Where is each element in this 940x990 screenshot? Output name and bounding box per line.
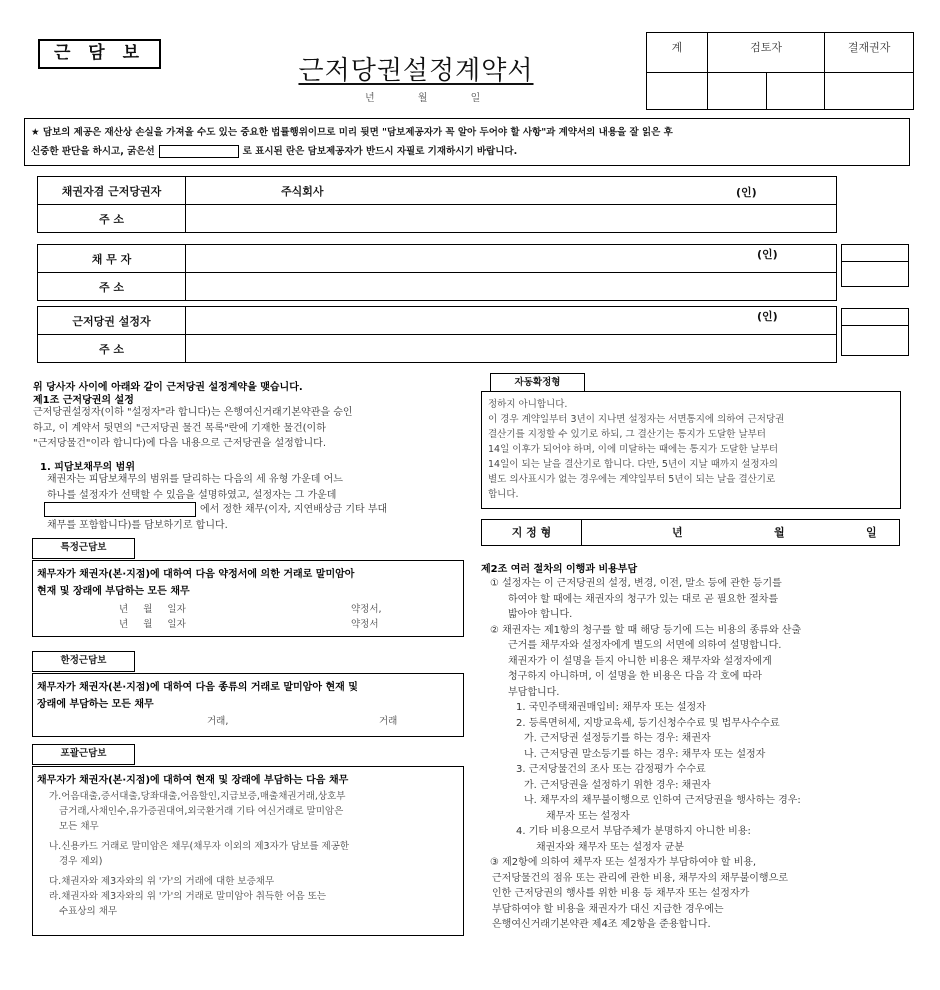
specific-date-1: 년 월 일자 [119, 604, 186, 615]
creditor-seal: (인) [736, 186, 757, 199]
document-date: 년 월 일 [365, 93, 501, 104]
auto-line: 이 경우 계약일부터 3년이 지나면 설정자는 서면통지에 의하여 근저당권 [488, 414, 785, 425]
creditor-address-label: 주 소 [38, 205, 186, 233]
debtor-address-field[interactable] [186, 273, 837, 301]
comprehensive-tab[interactable]: 포괄근담보 [32, 744, 135, 765]
article-2-line: 청구하지 아니하며, 이 설명을 한 비용은 다음 각 호에 따라 [508, 671, 762, 682]
comprehensive-item: 나.신용카드 거래로 말미암은 채무(채무자 이외의 제3자가 담보를 제공한 [49, 841, 350, 852]
debtor-address-label: 주 소 [38, 273, 186, 301]
auto-line: 14일 이후가 되어야 하며, 이에 미달하는 때에는 통지가 도달한 날부터 [488, 444, 779, 455]
limited-panel [32, 673, 464, 737]
intro-line: 위 당사자 사이에 아래와 같이 근저당권 설정계약을 맺습니다. [33, 382, 303, 393]
comprehensive-item: 금거래,사채인수,유가증권대여,외국환거래 기타 여신거래로 말미암은 [59, 806, 344, 817]
comprehensive-item: 수표상의 채무 [59, 906, 118, 917]
limited-deal-2: 거래 [379, 716, 398, 727]
creditor-address-field[interactable] [186, 205, 837, 233]
setter-side-box-2[interactable] [841, 325, 909, 356]
limited-tab[interactable]: 한정근담보 [32, 651, 135, 672]
auto-confirm-panel [481, 391, 901, 509]
notice-line-2a: 신중한 판단을 하시고, 굵은선 [31, 146, 155, 157]
notice-line-1: ★ 담보의 제공은 재산상 손실을 가져올 수도 있는 중요한 법률행위이므로 미리 뒷면 "담보제공자가 꼭 알아 두어야 할 사항"과 계약서의 내용을 잘 읽은 후 [31, 127, 673, 138]
approval-col-staff: 계 [647, 33, 708, 73]
article-2-line: 나. 채무자의 채무불이행으로 인하여 근저당권을 행사하는 경우: [524, 795, 801, 806]
approval-sign-approver[interactable] [825, 73, 914, 110]
comprehensive-item: 라.채권자와 제3자와의 위 '가'의 거래로 말미암아 취득한 어음 또는 [49, 891, 327, 902]
article-2-line: 은행여신거래기본약관 제4조 제2항을 준용합니다. [492, 919, 711, 930]
designated-type-row [481, 519, 900, 546]
debtor-table [37, 244, 837, 301]
notice-line-2b: 로 표시된 란은 담보제공자가 반드시 자필로 기재하시기 바랍니다. [242, 146, 518, 157]
approval-sign-reviewer-2[interactable] [766, 73, 825, 110]
comprehensive-panel [32, 766, 464, 936]
notice-line-2 [31, 142, 903, 161]
designated-label: 지 정 형 [482, 520, 582, 545]
creditor-label: 채권자겸 근저당권자 [38, 177, 186, 205]
approval-sign-staff[interactable] [647, 73, 708, 110]
approval-table [646, 32, 914, 110]
specific-tab[interactable]: 특정근담보 [32, 538, 135, 559]
article-2-line: 나. 근저당권 말소등기를 하는 경우: 채무자 또는 설정자 [524, 748, 766, 760]
collateral-type-tag: 근 담 보 [38, 39, 161, 69]
section-1-text: 채권자는 피담보채무의 범위를 달리하는 다음의 세 유형 가운데 어느 하나를 설정자가 선택할 수 있음을 설명하였고, 설정자는 그 가운데 [47, 474, 343, 501]
debtor-seal: (인) [757, 248, 778, 261]
specific-title-2: 현재 및 장래에 부담하는 모든 채무 [37, 586, 190, 597]
article-2-line: 2. 등록면허세, 지방교육세, 등기신청수수료 및 법무사수수료 [516, 717, 780, 729]
auto-line: 14일이 되는 날을 결산기로 합니다. 다만, 5년이 지날 때까지 설정자의 [488, 459, 778, 470]
article-2-line: 근거를 채무자와 설정자에게 별도의 서면에 의하여 설명합니다. [508, 640, 782, 651]
limited-title-1: 채무자가 채권자(본·지점)에 대하여 다음 종류의 거래로 말미암아 현재 및 [37, 682, 358, 693]
debtor-name-field[interactable] [186, 245, 837, 273]
article-2-line: ③ 제2항에 의하여 채무자 또는 설정자가 부담하여야 할 비용, [490, 857, 757, 868]
article-2-line: ① 설정자는 이 근저당권의 설정, 변경, 이전, 말소 등에 관한 등기를 [490, 578, 782, 589]
debtor-label: 채 무 자 [38, 245, 186, 273]
article-2-line: 부담하여야 할 비용을 채권자가 대신 지급한 경우에는 [492, 903, 724, 915]
article-2-line: 밟아야 합니다. [508, 609, 573, 620]
auto-confirm-tab[interactable]: 자동확정형 [490, 373, 585, 392]
setter-name-field[interactable] [186, 307, 837, 335]
setter-label: 근저당권 설정자 [38, 307, 186, 335]
section-1-text-3: 에서 정한 채무(이자, 지연배상금 기타 부대 [200, 504, 388, 515]
approval-col-approver: 결재권자 [825, 33, 914, 73]
article-2-line: 3. 근저당물건의 조사 또는 감정평가 수수료 [516, 764, 706, 775]
article-2-line: 채무자 또는 설정자 [546, 810, 630, 822]
specific-doc-1: 약정서, [351, 604, 382, 615]
designated-month[interactable]: 월 [774, 526, 785, 539]
setter-seal: (인) [757, 310, 778, 323]
auto-line: 결산기를 지정할 수 있기로 하되, 그 결산기는 통지가 도달한 날부터 [488, 429, 766, 440]
bold-line-sample [159, 145, 239, 158]
setter-side-box-1[interactable] [841, 308, 909, 326]
article-2-title: 제2조 여러 절차의 이행과 비용부담 [481, 564, 638, 575]
specific-date-2: 년 월 일자 [119, 619, 186, 630]
section-1-text-4: 채무를 포함합니다)를 담보하기로 합니다. [47, 520, 228, 531]
auto-line: 합니다. [488, 489, 519, 500]
article-2-line: 채권자가 이 설명을 듣지 아니한 비용은 채무자와 설정자에게 [508, 655, 772, 667]
debtor-side-box-2[interactable] [841, 261, 909, 287]
article-2-line: 하여야 할 때에는 채권자의 청구가 있는 대로 곧 필요한 절차를 [508, 593, 779, 605]
article-2-line: 근저당물건의 점유 또는 관리에 관한 비용, 채무자의 채무불이행으로 [492, 872, 788, 884]
approval-sign-reviewer-1[interactable] [707, 73, 766, 110]
creditor-name-field[interactable]: 주식회사 [186, 177, 837, 205]
specific-doc-2: 약정서 [351, 619, 379, 630]
notice-box [24, 118, 910, 166]
creditor-table [37, 176, 837, 233]
article-2-line: 4. 기타 비용으로서 부담주체가 분명하지 아니한 비용: [516, 826, 751, 837]
article-2-line: ② 채권자는 제1항의 청구를 할 때 해당 등기에 드는 비용의 종류와 산출 [490, 624, 802, 636]
article-2-line: 가. 근저당권을 설정하기 위한 경우: 채권자 [524, 779, 711, 791]
document-title: 근저당권설정계약서 [298, 56, 534, 86]
setter-table [37, 306, 837, 363]
article-2-body [490, 576, 910, 933]
article-2-line: 가. 근저당권 설정등기를 하는 경우: 채권자 [524, 733, 711, 744]
article-1-title: 제1조 근저당권의 설정 [33, 395, 134, 406]
limited-deal-1: 거래, [207, 716, 229, 727]
setter-address-field[interactable] [186, 335, 837, 363]
section-1-title: 1. 피담보채무의 범위 [40, 462, 135, 473]
article-2-line: 채권자와 채무자 또는 설정자 균분 [536, 841, 684, 853]
specific-panel [32, 560, 464, 637]
limited-title-2: 장래에 부담하는 모든 채무 [37, 699, 154, 710]
approval-col-reviewer: 검토자 [707, 33, 825, 73]
article-1-text: 근저당권설정자(이하 "설정자"라 합니다)는 은행여신거래기본약관을 승인 하고, 이 계약서 뒷면의 "근저당권 물건 목록"란에 기재한 물건(이하 "근저당물건"이라 합니다)에 다음 내용으로 근저당권을 설정합니다. [33, 407, 353, 449]
article-2-line: 1. 국민주택채권매입비: 채무자 또는 설정자 [516, 702, 706, 713]
comprehensive-item: 가.어음대출,증서대출,당좌대출,어음할인,지급보증,매출채권거래,상호부 [49, 791, 346, 802]
setter-address-label: 주 소 [38, 335, 186, 363]
article-2-line: 인한 근저당권의 행사를 위한 비용 등 채무자 또는 설정자가 [492, 888, 750, 899]
specific-title-1: 채무자가 채권자(본·지점)에 대하여 다음 약정서에 의한 거래로 말미암아 [37, 569, 355, 580]
comprehensive-item: 경우 제외) [59, 856, 103, 867]
debtor-side-box-1[interactable] [841, 244, 909, 262]
comprehensive-item: 다.채권자와 제3자와의 위 '가'의 거래에 대한 보증채무 [49, 876, 275, 887]
comprehensive-item: 모든 채무 [59, 821, 99, 832]
debt-type-select-field[interactable] [44, 502, 196, 517]
designated-year[interactable]: 년 [672, 526, 683, 539]
comprehensive-title: 채무자가 채권자(본·지점)에 대하여 현재 및 장래에 부담하는 다음 채무 [37, 775, 349, 786]
auto-line: 정하지 아니합니다. [488, 399, 568, 410]
auto-line: 별도 의사표시가 없는 경우에는 계약일부터 5년이 되는 날을 결산기로 [488, 474, 776, 485]
designated-day[interactable]: 일 [866, 526, 877, 539]
article-2-line: 부담합니다. [508, 686, 560, 698]
